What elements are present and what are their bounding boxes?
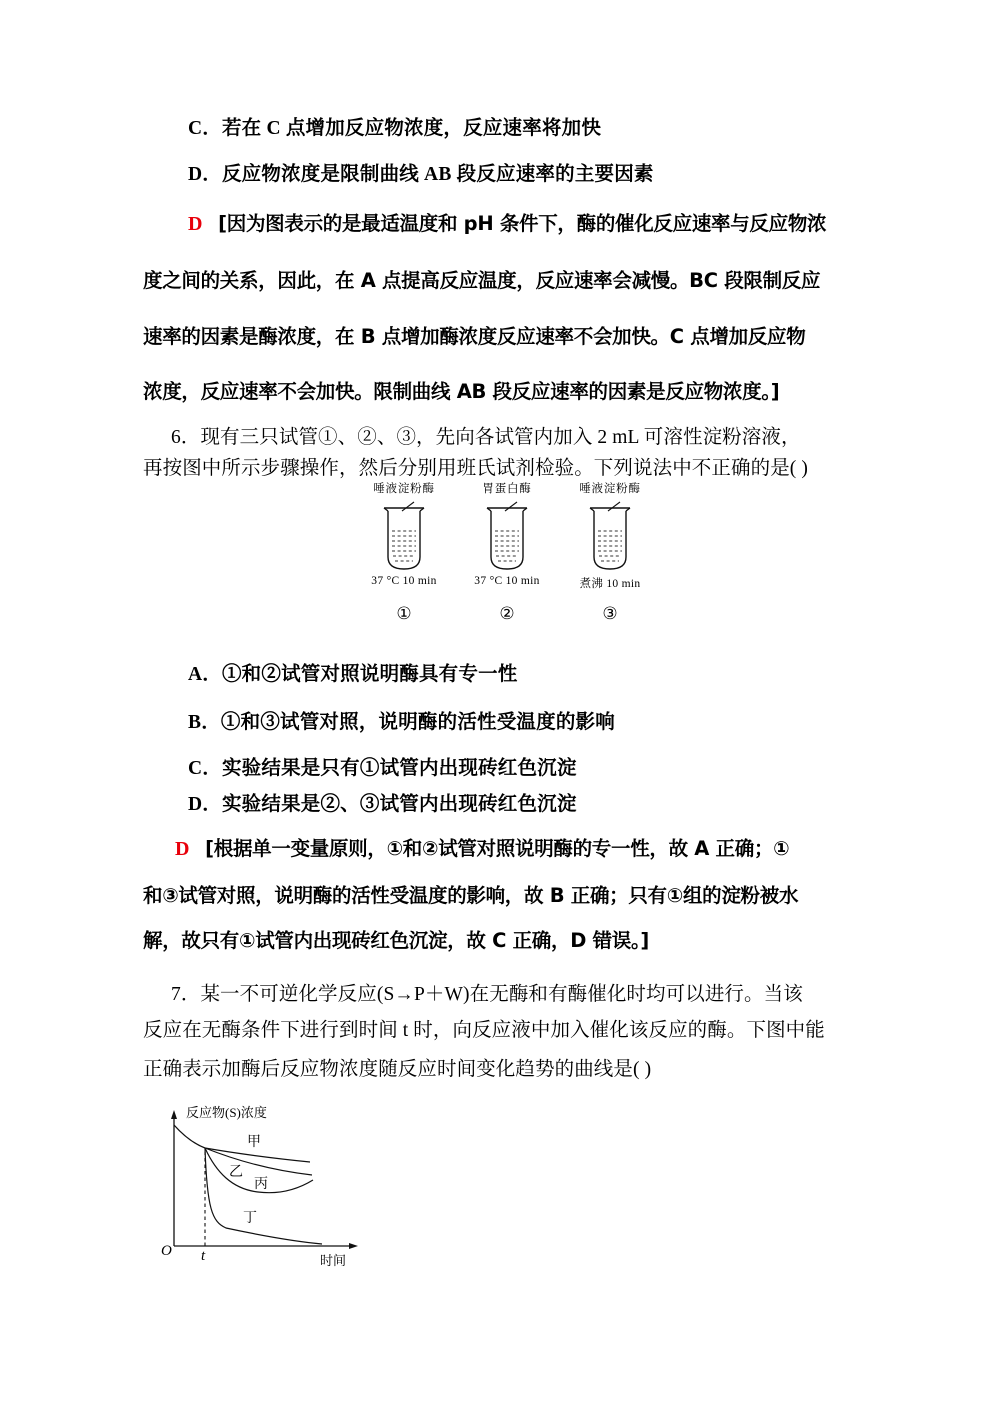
y-axis-label: 反应物(S)浓度 bbox=[186, 1105, 267, 1120]
q6-option-c-marker: C． bbox=[188, 758, 222, 779]
q6-stem-line-1 bbox=[171, 421, 801, 449]
q6-option-b-text: ①和③试管对照，说明酶的活性受温度的影响 bbox=[220, 712, 615, 733]
q7-stem-line-1 bbox=[171, 978, 803, 1006]
q5-answer-line-3 bbox=[143, 321, 805, 349]
q5-answer-line-2 bbox=[143, 265, 820, 293]
tube-3-enzyme-label: 唾液淀粉酶 bbox=[579, 483, 641, 495]
series-pre-t-curve bbox=[174, 1125, 205, 1148]
tube-3-condition-label: 煮沸 10 min bbox=[579, 578, 641, 590]
tube-2-number bbox=[455, 604, 559, 624]
q6-option-a bbox=[188, 658, 518, 686]
series-bing-label: 丙 bbox=[254, 1177, 268, 1192]
tube-1-number bbox=[352, 604, 456, 624]
q6-answer-line-1 bbox=[175, 833, 789, 861]
tube-2-number-text: ② bbox=[499, 604, 515, 624]
q6-option-a-marker: A． bbox=[188, 664, 222, 685]
q6-option-c bbox=[188, 752, 577, 780]
q5-option-d-text: 反应物浓度是限制曲线 AB 段反应速率的主要因素 bbox=[221, 164, 654, 185]
tube-3-number bbox=[558, 604, 662, 624]
q5-answer-text-1: [因为图表示的是最适温度和 pH 条件下，酶的催化反应速率与反应物浓 bbox=[218, 212, 827, 235]
series-jia-curve bbox=[205, 1148, 310, 1162]
q5-answer-letter: D bbox=[188, 213, 203, 235]
tube-1-number-text: ① bbox=[396, 604, 412, 624]
tube-3-glassware-icon bbox=[558, 497, 662, 575]
q6-answer-letter: D bbox=[175, 838, 190, 860]
q5-option-c-marker: C． bbox=[188, 118, 222, 139]
test-tube-group-2 bbox=[455, 482, 559, 587]
series-yi-curve bbox=[205, 1148, 312, 1175]
tube-2-enzyme-label: 胃蛋白酶 bbox=[482, 483, 532, 495]
q7-stem-line-3 bbox=[143, 1053, 651, 1081]
q7-stem-text-2: 反应在无酶条件下进行到时间 t 时，向反应液中加入催化该反应的酶。下图中能 bbox=[143, 1020, 825, 1041]
q5-answer-line-4 bbox=[143, 376, 779, 404]
q6-answer-line-2 bbox=[143, 880, 798, 908]
series-jia-label: 甲 bbox=[247, 1135, 261, 1150]
tube-1-condition-label: 37 °C 10 min bbox=[371, 575, 437, 587]
test-tube-figure bbox=[352, 482, 662, 632]
y-axis-arrow bbox=[171, 1110, 177, 1119]
q6-stem-text-2: 再按图中所示步骤操作，然后分别用班氏试剂检验。下列说法中不正确的是( ) bbox=[143, 458, 808, 479]
x-axis-label: 时间 bbox=[320, 1253, 347, 1268]
chart-svg bbox=[150, 1100, 410, 1275]
q6-option-d-marker: D． bbox=[188, 794, 222, 815]
q5-option-c-text: 若在 C 点增加反应物浓度，反应速率将加快 bbox=[221, 118, 602, 139]
q5-answer-text-3: 速率的因素是酶浓度，在 B 点增加酶浓度反应速率不会加快。C 点增加反应物 bbox=[143, 325, 806, 348]
q6-answer-text-1: [根据单一变量原则，①和②试管对照说明酶的专一性，故 A 正确；① bbox=[205, 837, 790, 860]
q6-answer-text-3: 解，故只有①试管内出现砖红色沉淀，故 C 正确，D 错误。] bbox=[143, 929, 650, 952]
q6-option-c-text: 实验结果是只有①试管内出现砖红色沉淀 bbox=[221, 758, 577, 779]
q6-answer-text-2: 和③试管对照，说明酶的活性受温度的影响，故 B 正确；只有①组的淀粉被水 bbox=[143, 884, 799, 907]
q7-stem-text-1: 7．某一不可逆化学反应(S→P＋W)在无酶和有酶催化时均可以进行。当该 bbox=[171, 984, 803, 1005]
q6-option-b bbox=[188, 706, 615, 734]
tube-2-glassware-icon bbox=[455, 497, 559, 575]
q6-option-b-marker: B． bbox=[188, 712, 221, 733]
origin-label: O bbox=[161, 1243, 172, 1259]
q5-answer-line-1 bbox=[188, 208, 826, 236]
x-axis-arrow bbox=[349, 1243, 358, 1249]
q6-option-d bbox=[188, 788, 577, 816]
q5-option-c bbox=[188, 112, 601, 140]
series-ding-label: 丁 bbox=[243, 1211, 257, 1226]
q7-stem-line-2 bbox=[143, 1014, 825, 1042]
series-ding-curve bbox=[205, 1148, 322, 1244]
tube-3-number-text: ③ bbox=[602, 604, 618, 624]
q6-option-d-text: 实验结果是②、③试管内出现砖红色沉淀 bbox=[221, 794, 577, 815]
q5-answer-text-2: 度之间的关系，因此，在 A 点提高反应温度，反应速率会减慢。BC 段限制反应 bbox=[143, 269, 821, 292]
reaction-curve-chart bbox=[150, 1100, 410, 1275]
q7-stem-text-3: 正确表示加酶后反应物浓度随反应时间变化趋势的曲线是( ) bbox=[143, 1059, 652, 1080]
test-tube-group-3 bbox=[558, 482, 662, 591]
q6-stem-line-2 bbox=[143, 452, 808, 480]
q5-answer-text-4: 浓度，反应速率不会加快。限制曲线 AB 段反应速率的因素是反应物浓度。] bbox=[143, 380, 780, 403]
tube-2-condition-label: 37 °C 10 min bbox=[474, 575, 540, 587]
q6-stem-text-1: 6．现有三只试管①、②、③，先向各试管内加入 2 mL 可溶性淀粉溶液， bbox=[171, 427, 801, 448]
tube-1-enzyme-label: 唾液淀粉酶 bbox=[373, 483, 435, 495]
q6-answer-line-3 bbox=[143, 925, 649, 953]
q5-option-d bbox=[188, 158, 654, 186]
series-yi-label: 乙 bbox=[229, 1165, 243, 1180]
test-tube-group-1 bbox=[352, 482, 456, 587]
q6-option-a-text: ①和②试管对照说明酶具有专一性 bbox=[221, 664, 518, 685]
tube-1-glassware-icon bbox=[352, 497, 456, 575]
q5-option-d-marker: D． bbox=[188, 164, 222, 185]
t-tick-label: t bbox=[201, 1248, 206, 1264]
